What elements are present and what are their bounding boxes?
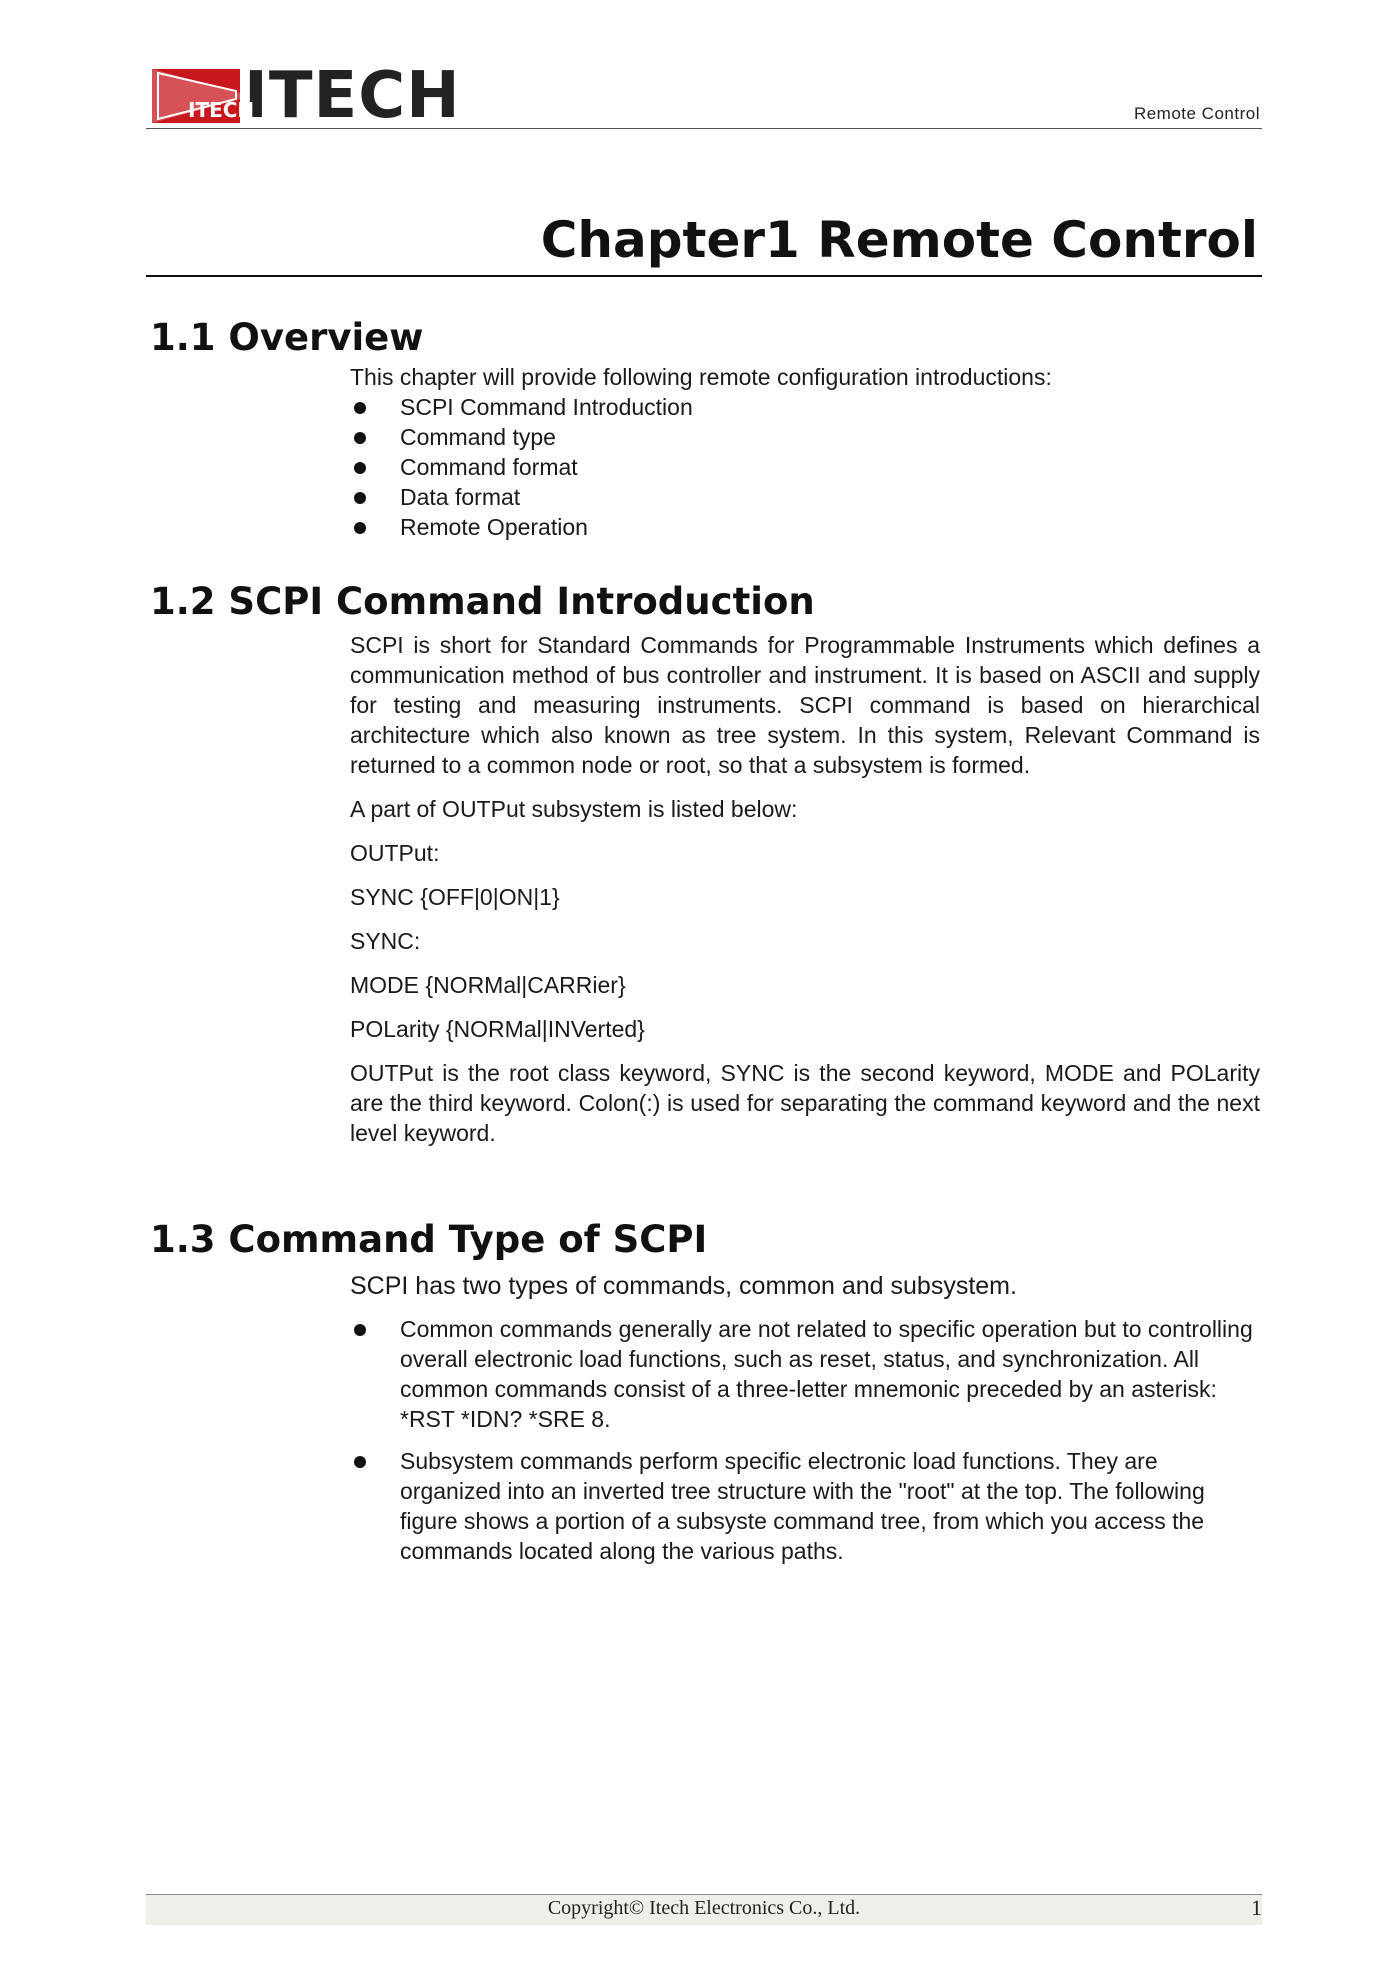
code-line: SYNC {OFF|0|ON|1}: [350, 884, 560, 910]
code-line: OUTPut:: [350, 840, 440, 866]
command-type-intro: SCPI has two types of commands, common and subsystem.: [350, 1272, 1017, 1300]
svg-text:ITECH: ITECH: [188, 98, 255, 122]
footer-copyright: Copyright© Itech Electronics Co., Ltd.: [547, 1897, 861, 1919]
bullet-icon: [354, 462, 366, 474]
logo-badge-icon: [152, 69, 255, 123]
scpi-intro-closing: OUTPut is the root class keyword, SYNC is the second keyword, MODE and POLarity are the third keyword. Colon(:) is used for separating the command keyword and the next level keyword.: [350, 1060, 1260, 1146]
scpi-intro-body: [350, 630, 1260, 1148]
bullet-icon: [354, 522, 366, 534]
command-type-body: [350, 1270, 1260, 1566]
code-line: MODE {NORMal|CARRier}: [350, 972, 626, 998]
section-heading-scpi-intro: 1.2 SCPI Command Introduction: [150, 580, 815, 623]
itech-logo: [152, 59, 461, 133]
list-item: Subsystem commands perform specific electronic load functions. They are organized into an inverted tree structure with the "root" at the top. The following figure shows a portion of a subsyste command tree, from which you access the commands located along the various paths.: [350, 1446, 1260, 1566]
header-section-label: Remote Control: [1133, 104, 1260, 123]
command-type-list: [350, 1314, 1260, 1566]
overview-list: [350, 392, 1260, 542]
overview-body: [350, 362, 1260, 542]
list-item: Data format: [350, 482, 1260, 512]
chapter-title-text: Chapter1 Remote Control: [540, 211, 1258, 269]
section-heading-overview: 1.1 Overview: [150, 316, 424, 359]
code-line: POLarity {NORMal|INVerted}: [350, 1016, 645, 1042]
bullet-icon: [354, 1324, 366, 1336]
scpi-intro-paragraph: SCPI is short for Standard Commands for Programmable Instruments which defines a communication method of bus controller and instrument. It is based on ASCII and supply for testing and measuring instruments. SCPI command is based on hierarchical architecture which also known as tree system. In this system, Relevant Command is returned to a common node or root, so that a subsystem is formed.: [350, 632, 1260, 778]
bullet-icon: [354, 492, 366, 504]
overview-intro: This chapter will provide following remote configuration introductions:: [350, 364, 1052, 390]
page-header: [146, 59, 1262, 133]
list-item: Common commands generally are not related to specific operation but to controlling overall electronic load functions, such as reset, status, and synchronization. All common commands consist of a three-letter mnemonic preceded by an asterisk: *RST *IDN? *SRE 8.: [350, 1314, 1260, 1434]
subsystem-intro: A part of OUTPut subsystem is listed below:: [350, 796, 798, 822]
bullet-icon: [354, 432, 366, 444]
bullet-icon: [354, 402, 366, 414]
list-item: Command type: [350, 422, 1260, 452]
bullet-icon: [354, 1456, 366, 1468]
list-item: Remote Operation: [350, 512, 1260, 542]
page-footer: [146, 1894, 1262, 1925]
list-item: Command format: [350, 452, 1260, 482]
logo-wordmark: ITECH: [244, 59, 461, 133]
page-number: 1: [1251, 1895, 1262, 1920]
code-line: SYNC:: [350, 928, 421, 954]
chapter-title: [146, 205, 1262, 277]
list-item: SCPI Command Introduction: [350, 392, 1260, 422]
section-heading-command-type: 1.3 Command Type of SCPI: [150, 1218, 708, 1261]
